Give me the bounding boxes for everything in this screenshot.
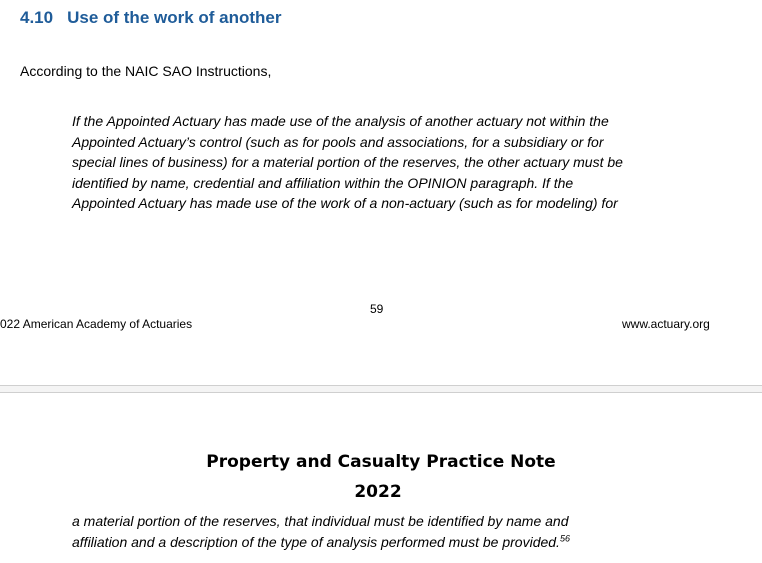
quote-line: identified by name, credential and affiliation within the OPINION paragraph. If the	[72, 174, 574, 191]
section-heading	[20, 8, 282, 28]
footnote-reference[interactable]: 56	[559, 532, 570, 543]
quote-line: Appointed Actuary has made use of the work of a non-actuary (such as for modeling) for	[72, 195, 618, 211]
continuation-line	[72, 532, 692, 553]
section-number: 4.10	[20, 8, 54, 27]
continuation-line: a material portion of the reserves, that individual must be identified by name and	[72, 513, 569, 529]
footer-copyright: 022 American Academy of Actuaries	[0, 317, 193, 331]
section-title: Use of the work of another	[67, 8, 282, 27]
quote-line: Appointed Actuary’s control (such as for pools and associations, for a subsidiary or for	[72, 133, 604, 150]
page-divider	[0, 385, 762, 393]
running-header-year: 2022	[354, 482, 402, 502]
continuation-line-text: affiliation and a description of the type of analysis performed must be provided.	[72, 533, 560, 550]
footer-website: www.actuary.org	[622, 317, 710, 331]
intro-paragraph: According to the NAIC SAO Instructions,	[20, 63, 272, 79]
running-header-title: Property and Casualty Practice Note	[206, 452, 556, 472]
quote-line: special lines of business) for a material portion of the reserves, the other actuary must be	[72, 154, 623, 170]
block-quote	[72, 111, 692, 214]
continuation-paragraph	[72, 511, 692, 552]
quote-line: If the Appointed Actuary has made use of the analysis of another actuary not within the	[72, 113, 609, 129]
page-number: 59	[370, 302, 384, 316]
